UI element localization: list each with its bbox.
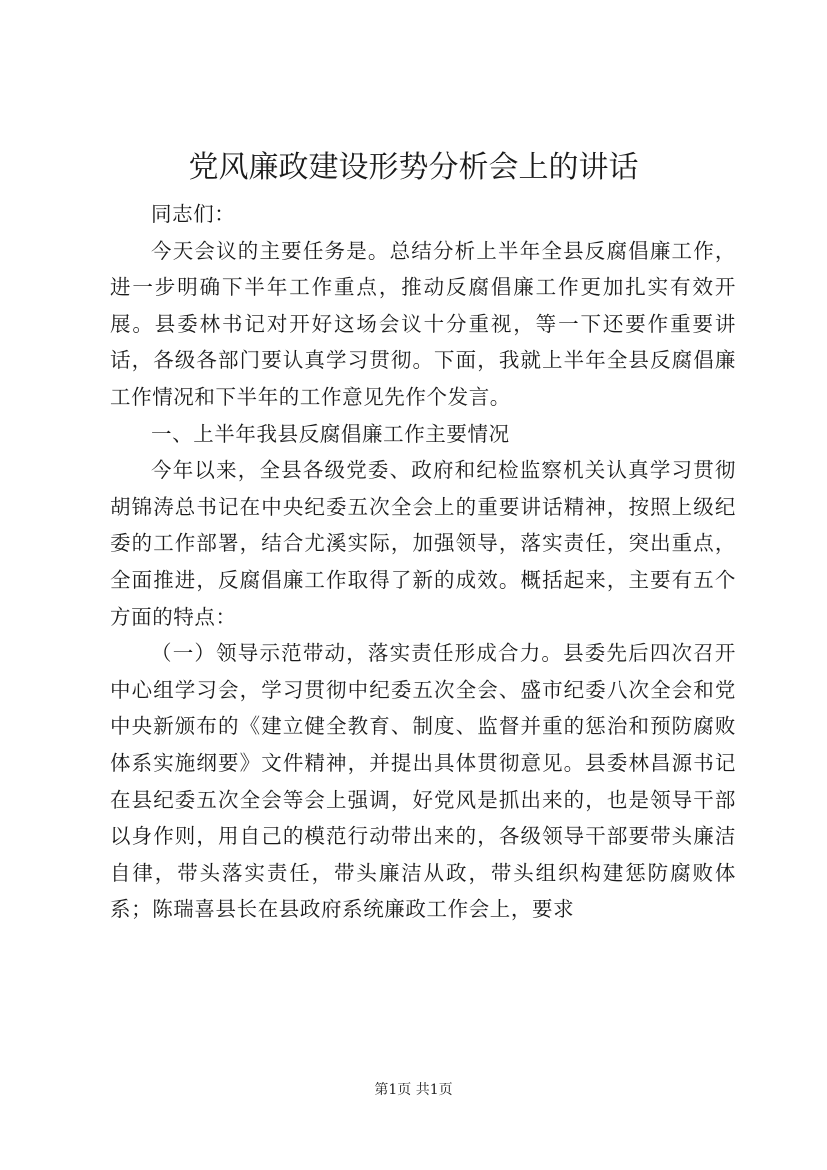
document-body [110,196,736,928]
document-title: 党风廉政建设形势分析会上的讲话 [188,150,639,185]
section-heading: 一、上半年我县反腐倡廉工作主要情况 [151,421,510,446]
page-footer: 第1页 共1页 [374,1082,453,1098]
salutation: 同志们： [151,202,236,226]
paragraph: 今天会议的主要任务是。总结分析上半年全县反腐倡廉工作，进一步明确下半年工作重点，推动反腐倡廉工作更加扎实有效开展。县委林书记对开好这场会议十分重视，等一下还要作重要讲话，各级各部门要认真学习贯彻。下面，我就上半年全县反腐倡廉工作情况和下半年的工作意见先作个发言。 [110,238,736,409]
paragraph: （一）领导示范带动，落实责任形成合力。县委先后四次召开中心组学习会，学习贯彻中纪委五次全会、盛市纪委八次全会和党中央新颁布的《建立健全教育、制度、监督并重的惩治和预防腐败体系实施纲要》文件精神，并提出具体贯彻意见。县委林昌源书记在县纪委五次全会等会上强调，好党风是抓出来的，也是领导干部以身作则，用自己的模范行动带出来的，各级领导干部要带头廉洁自律，带头落实责任，带头廉洁从政，带头组织构建惩防腐败体系；陈瑞喜县长在县政府系统廉政工作会上，要求 [110,641,736,922]
paragraph: 今年以来，全县各级党委、政府和纪检监察机关认真学习贯彻胡锦涛总书记在中央纪委五次全会上的重要讲话精神，按照上级纪委的工作部署，结合尤溪实际，加强领导，落实责任，突出重点，全面推进，反腐倡廉工作取得了新的成效。概括起来，主要有五个方面的特点： [110,458,736,629]
